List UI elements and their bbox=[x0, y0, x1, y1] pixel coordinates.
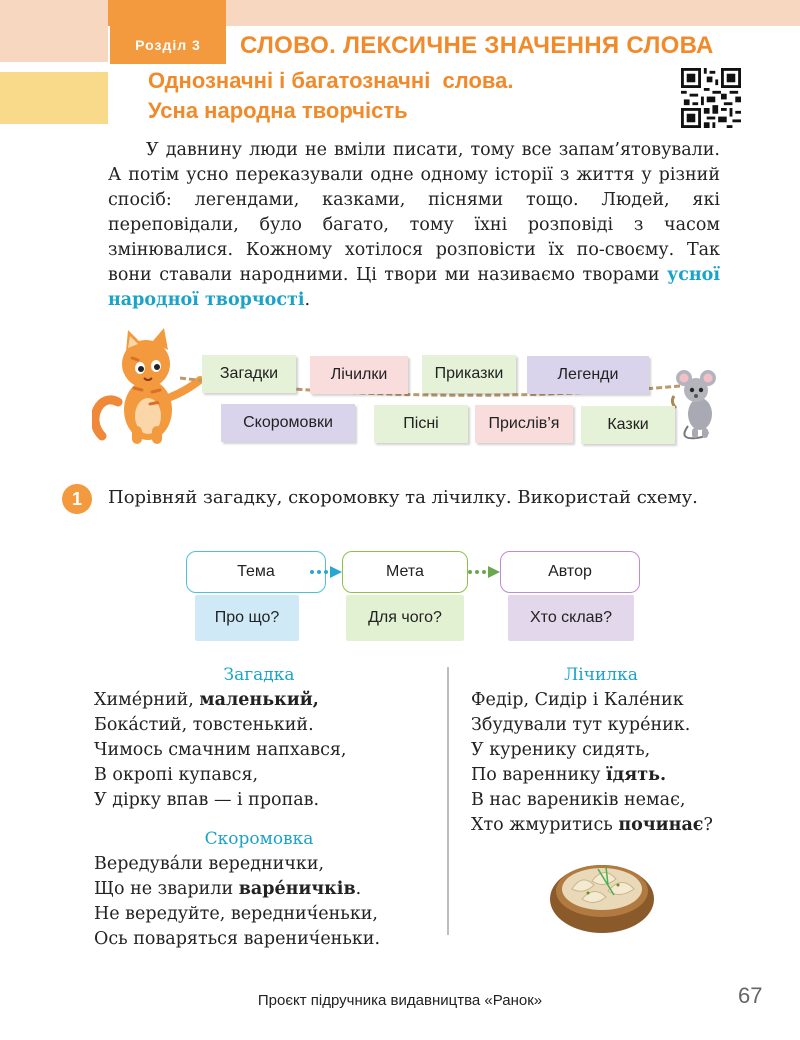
poem-line: Ось поваряться варенич́еньки. bbox=[94, 929, 381, 949]
riddle-poem bbox=[94, 688, 346, 813]
scheme-box-author: Автор bbox=[500, 551, 640, 593]
header-stripe-accent bbox=[108, 0, 226, 26]
lesson-title bbox=[148, 66, 514, 126]
scheme-question-purpose: Для чого? bbox=[346, 595, 464, 641]
scheme-box-topic: Тема bbox=[186, 551, 326, 593]
arrow-icon bbox=[308, 565, 344, 579]
task-number: 1 bbox=[62, 484, 92, 514]
scheme-question-author: Хто склав? bbox=[508, 595, 634, 641]
poem-line: По вареннику їдять. bbox=[471, 765, 667, 785]
lesson-title-line2: Усна народна творчість bbox=[148, 98, 408, 123]
genre-card: Приказки bbox=[422, 355, 516, 393]
poem-line: Федір, Сидір і Кале́ник bbox=[471, 690, 684, 710]
chapter-title: СЛОВО. ЛЕКСИЧНЕ ЗНАЧЕННЯ СЛОВА bbox=[240, 32, 714, 59]
genre-card: Легенди bbox=[527, 356, 649, 394]
intro-highlight: усної народної творчості bbox=[108, 265, 720, 310]
scheme-box-purpose: Мета bbox=[342, 551, 468, 593]
genre-card: Прислів’я bbox=[475, 405, 573, 443]
lesson-title-line1: Однозначні і багатозначні слова. bbox=[148, 68, 514, 93]
poem-line: Бока́стий, товстенький. bbox=[94, 715, 314, 735]
arrow-icon bbox=[466, 565, 502, 579]
intro-text: У давнину люди не вміли писати, тому все запам’ятовували. А потім усно переказували одне одному історії з життя у різний спосіб: легендами, казками, піснями тощо. Людей, які переповідали, було багато, тому їхні розповіді з часом змінювалися. Кожному хотілося розповісти їх по-своєму. Так вони ставали народними. Ці твори ми називаємо творами bbox=[108, 140, 720, 285]
poem-line: Хто жмуритись починає? bbox=[471, 815, 713, 835]
intro-paragraph bbox=[108, 138, 720, 313]
genre-card: Казки bbox=[581, 406, 675, 444]
poem-line: Не вередуйте, вереднич́еньки, bbox=[94, 904, 378, 924]
genre-card: Лічилки bbox=[310, 356, 408, 394]
header-side-band bbox=[0, 26, 108, 62]
footer-text: Проєкт підручника видавництва «Ранок» bbox=[257, 992, 543, 1009]
section-badge: Розділ 3 bbox=[110, 26, 226, 64]
genre-card: Загадки bbox=[202, 355, 296, 393]
dumplings-bowl-icon bbox=[548, 855, 656, 937]
intro-end: . bbox=[304, 290, 311, 310]
genre-card: Пісні bbox=[374, 405, 468, 443]
header-yellow-band bbox=[0, 72, 108, 124]
poem-line: Що не зварили варе́ничків. bbox=[94, 879, 362, 899]
tongue-twister-poem bbox=[94, 852, 380, 952]
genre-card: Скоромовки bbox=[221, 404, 355, 442]
poem-line: В нас вареників немає, bbox=[471, 790, 686, 810]
qr-code-icon[interactable] bbox=[681, 68, 741, 128]
tongue-twister-title: Скоромовка bbox=[204, 829, 314, 849]
riddle-title: Загадка bbox=[223, 665, 295, 685]
poem-line: Вередува́ли вереднички, bbox=[94, 854, 325, 874]
page-number: 67 bbox=[738, 983, 763, 1008]
poem-line: Збудували тут куре́ник. bbox=[471, 715, 691, 735]
task-text: Порівняй загадку, скоромовку та лічилку. Використай схему. bbox=[108, 487, 698, 508]
poem-line: Чимось смачним напхався, bbox=[94, 740, 347, 760]
counting-rhyme-poem bbox=[471, 688, 713, 838]
poem-line: У дірку впав — і пропав. bbox=[94, 790, 320, 810]
counting-rhyme-title: Лічилка bbox=[564, 665, 638, 685]
poem-line: В окропі купався, bbox=[94, 765, 259, 785]
poem-line: Химе́рний, маленький, bbox=[94, 690, 319, 710]
column-divider bbox=[447, 667, 449, 935]
scheme-question-topic: Про що? bbox=[195, 595, 299, 641]
poem-line: У куренику сидять, bbox=[471, 740, 651, 760]
